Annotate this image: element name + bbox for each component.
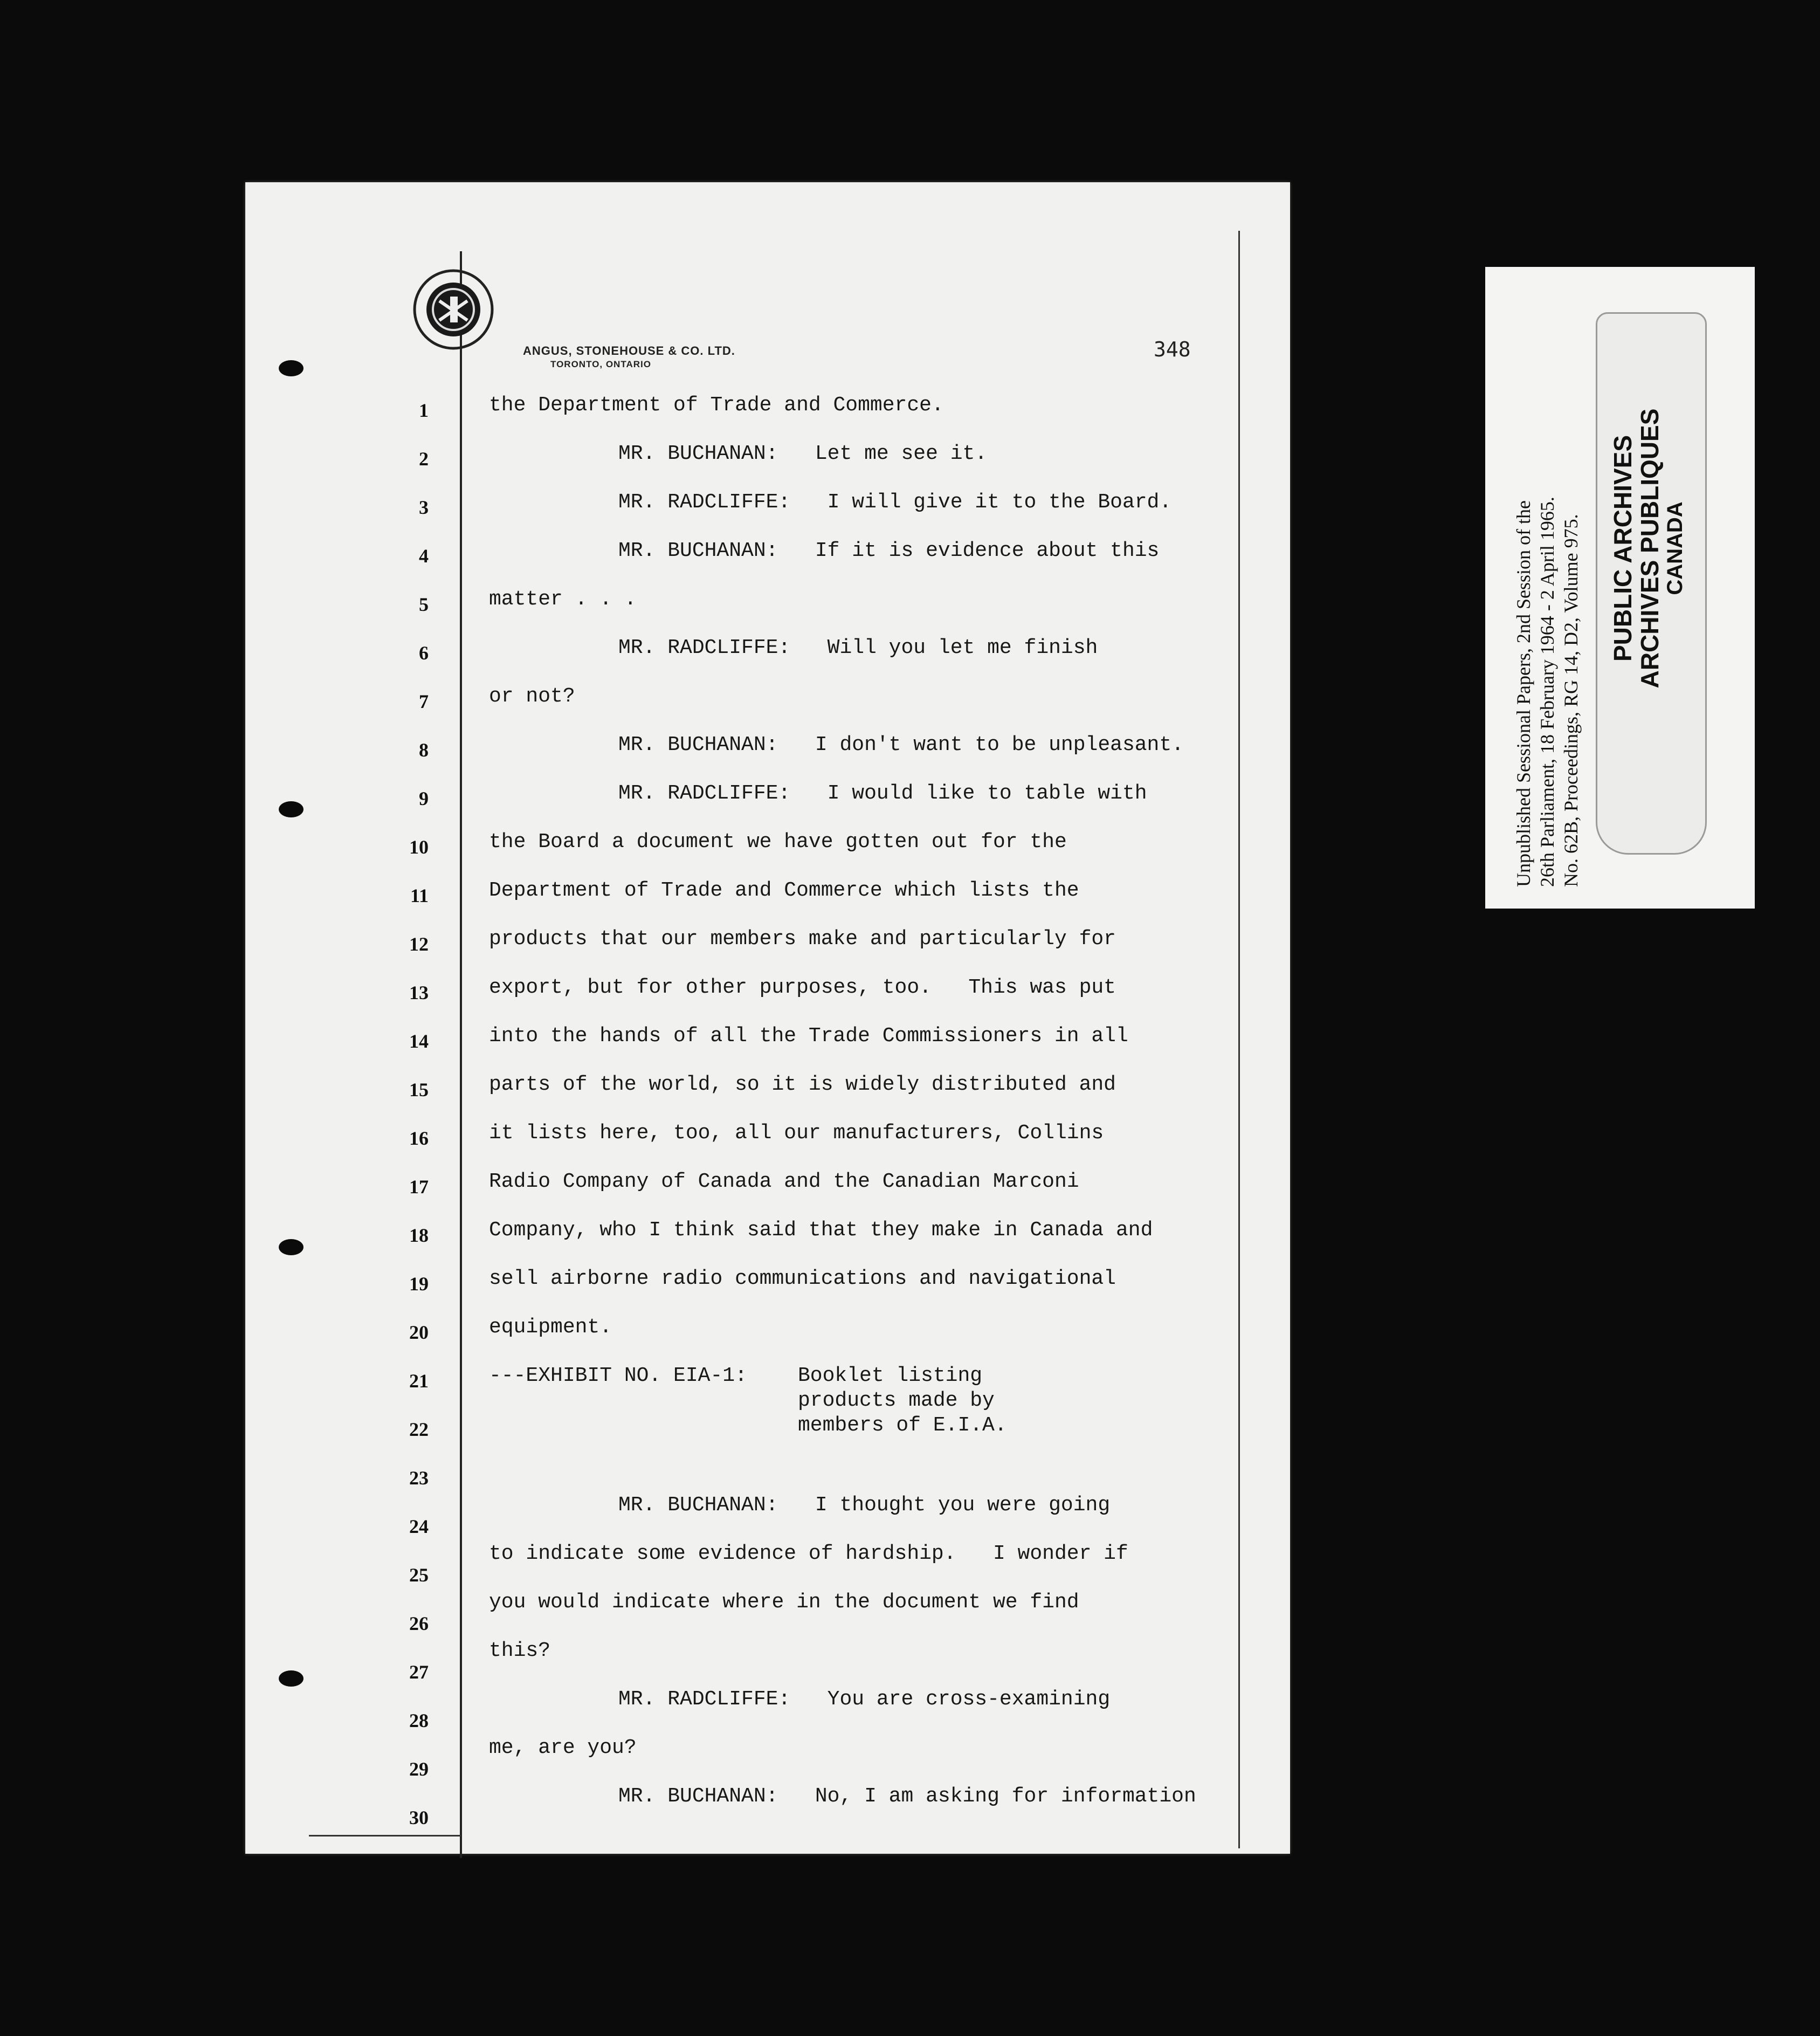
line-number: 6 <box>419 642 429 664</box>
margin-rule <box>460 251 462 1858</box>
transcript-line: into the hands of all the Trade Commissioners in all <box>489 1024 1128 1048</box>
line-number: 22 <box>409 1419 429 1440</box>
line-number: 25 <box>409 1564 429 1586</box>
line-number: 3 <box>419 497 429 518</box>
punch-hole <box>279 360 304 376</box>
transcript-line: products that our members make and particularly for <box>489 927 1116 951</box>
stamp-line: CANADA <box>1663 501 1687 595</box>
line-number: 28 <box>409 1710 429 1731</box>
transcript-page <box>245 182 1290 1854</box>
transcript-line: matter . . . <box>489 588 637 611</box>
transcript-line: or not? <box>489 685 575 708</box>
punch-hole <box>279 1670 304 1687</box>
transcript-line: the Board a document we have gotten out for the <box>489 830 1067 854</box>
line-number: 20 <box>409 1322 429 1343</box>
archives-stamp <box>1596 312 1707 855</box>
line-number: 16 <box>409 1127 429 1149</box>
transcript-line: export, but for other purposes, too. This was put <box>489 976 1116 999</box>
line-number: 9 <box>419 788 429 809</box>
exhibit-description: products made by <box>798 1389 995 1412</box>
transcript-line: MR. RADCLIFFE: You are cross-examining <box>618 1688 1111 1711</box>
transcript-line: me, are you? <box>489 1736 637 1759</box>
transcript-line: sell airborne radio communications and navigational <box>489 1267 1116 1290</box>
transcript-line: to indicate some evidence of hardship. I wonder if <box>489 1542 1128 1565</box>
transcript-line: parts of the world, so it is widely distributed and <box>489 1073 1116 1096</box>
line-number: 24 <box>409 1516 429 1537</box>
archive-citation-line: 26th Parliament, 18 February 1964 - 2 April 1965. <box>1536 497 1558 887</box>
stamp-line: PUBLIC ARCHIVES <box>1609 435 1637 662</box>
bottom-rule <box>309 1835 461 1836</box>
exhibit-label: ---EXHIBIT NO. EIA-1: <box>489 1364 747 1387</box>
punch-hole <box>279 1239 304 1255</box>
line-number: 30 <box>409 1807 429 1828</box>
line-number: 7 <box>419 691 429 712</box>
transcript-line: Department of Trade and Commerce which lists the <box>489 879 1079 902</box>
transcript-line: Radio Company of Canada and the Canadian Marconi <box>489 1170 1079 1193</box>
transcript-line: MR. RADCLIFFE: Will you let me finish <box>618 636 1098 659</box>
line-number: 21 <box>409 1370 429 1392</box>
line-number: 26 <box>409 1613 429 1634</box>
transcript-line: MR. BUCHANAN: Let me see it. <box>618 442 988 465</box>
exhibit-description: Booklet listing <box>798 1364 983 1387</box>
transcription-seal-logo <box>412 269 494 350</box>
line-number: 2 <box>419 448 429 470</box>
line-number: 4 <box>419 545 429 567</box>
transcript-line: MR. BUCHANAN: I don't want to be unpleasant. <box>618 733 1184 756</box>
transcript-line: MR. RADCLIFFE: I will give it to the Board. <box>618 491 1172 514</box>
line-number: 17 <box>409 1176 429 1198</box>
firm-name: ANGUS, STONEHOUSE & CO. LTD. <box>523 344 735 357</box>
line-number: 29 <box>409 1758 429 1780</box>
line-number: 27 <box>409 1661 429 1683</box>
right-margin-rule <box>1238 231 1240 1848</box>
archive-citation-line: No. 62B, Proceedings, RG 14, D2, Volume 975. <box>1560 514 1582 887</box>
line-number: 10 <box>409 836 429 858</box>
punch-hole <box>279 801 304 817</box>
line-number: 1 <box>419 400 429 421</box>
firm-city: TORONTO, ONTARIO <box>550 359 651 369</box>
line-number: 12 <box>409 933 429 955</box>
transcript-line: MR. BUCHANAN: If it is evidence about this <box>618 539 1160 562</box>
stamp-line: ARCHIVES PUBLIQUES <box>1636 408 1664 689</box>
transcript-line: you would indicate where in the document we find <box>489 1591 1079 1614</box>
line-number: 13 <box>409 982 429 1003</box>
transcript-line: the Department of Trade and Commerce. <box>489 394 944 417</box>
line-number: 11 <box>410 885 429 906</box>
archive-label <box>1485 267 1755 909</box>
transcript-line: MR. BUCHANAN: I thought you were going <box>618 1494 1111 1517</box>
transcript-line: MR. BUCHANAN: No, I am asking for information <box>618 1785 1196 1808</box>
exhibit-description: members of E.I.A. <box>798 1414 1007 1437</box>
line-number: 8 <box>419 739 429 761</box>
archive-citation-line: Unpublished Sessional Papers, 2nd Session of the <box>1513 500 1534 887</box>
transcript-line: this? <box>489 1639 551 1662</box>
page-number: 348 <box>1154 338 1191 361</box>
transcript-line: equipment. <box>489 1316 612 1339</box>
line-number: 19 <box>409 1273 429 1295</box>
transcript-line: MR. RADCLIFFE: I would like to table with <box>618 782 1147 805</box>
line-number: 14 <box>409 1030 429 1052</box>
line-number: 15 <box>409 1079 429 1100</box>
line-number: 23 <box>409 1467 429 1489</box>
transcript-line: it lists here, too, all our manufacturers, Collins <box>489 1122 1104 1145</box>
line-number: 18 <box>409 1225 429 1246</box>
transcript-line: Company, who I think said that they make in Canada and <box>489 1219 1153 1242</box>
line-number: 5 <box>419 594 429 615</box>
archive-label-text <box>1485 267 1755 909</box>
